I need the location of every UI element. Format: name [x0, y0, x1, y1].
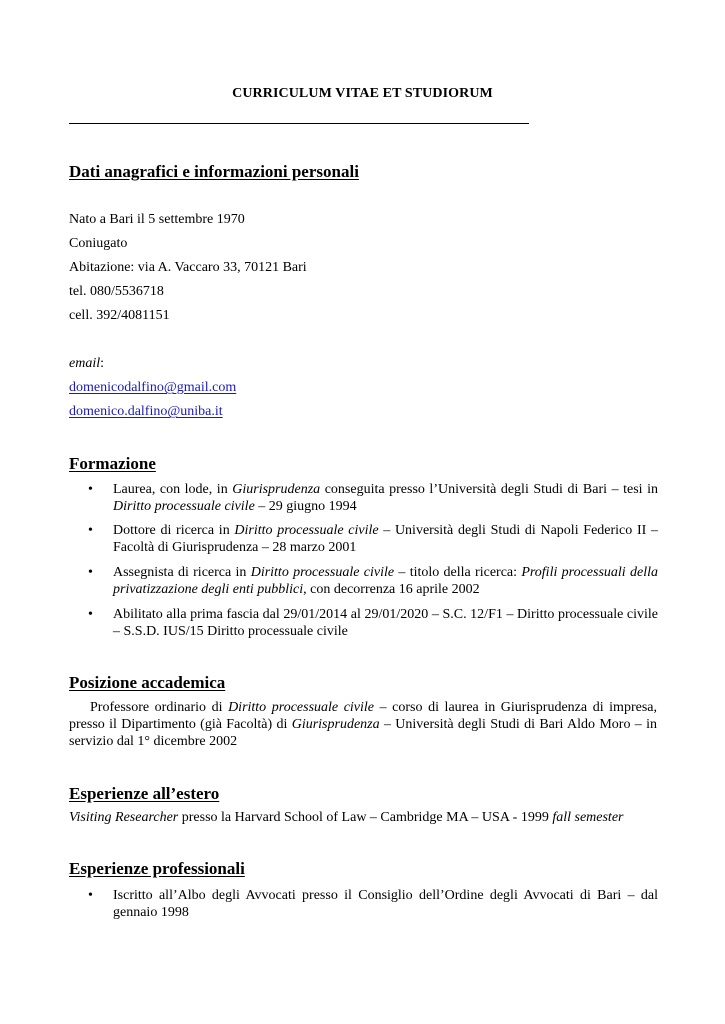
formazione-item-degree [88, 481, 658, 515]
birth-line: Nato a Bari il 5 settembre 1970 [69, 212, 245, 227]
formazione-item-degree-text: Laurea, con lode, in Giurisprudenza conseguita presso l’Università degli Studi di Bari – tesi in Diritto processuale civile – 29 giugno 1994 [113, 482, 658, 514]
section-heading-posizione: Posizione accademica [69, 673, 226, 692]
section-heading-formazione: Formazione [69, 454, 156, 473]
formazione-item-habilitation [88, 606, 658, 640]
email-link-uniba-text[interactable]: domenico.dalfino@uniba.it [69, 404, 223, 419]
address-line: Abitazione: via A. Vaccaro 33, 70121 Bari [69, 260, 307, 275]
formazione-item-phd-text: Dottore di ricerca in Diritto processuale civile – Università degli Studi di Napoli Federico II – Facoltà di Giurisprudenza – 28 marzo 2001 [113, 523, 658, 555]
bullet-icon: • [88, 565, 93, 580]
section-heading-professionali: Esperienze professionali [69, 859, 245, 878]
posizione-paragraph: Professore ordinario di Diritto processuale civile – corso di laurea in Giurisprudenza di impresa, presso il Dipartimento (già Facoltà) di Giurisprudenza – Università degli Studi di Bari Aldo Moro – in servizio dal 1° dicembre 2002 [69, 700, 657, 749]
email-link-gmail[interactable] [69, 380, 236, 396]
email-link-gmail-text[interactable]: domenicodalfino@gmail.com [69, 380, 237, 395]
document-title: CURRICULUM VITAE ET STUDIORUM [232, 86, 493, 101]
estero-line: Visiting Researcher presso la Harvard School of Law – Cambridge MA – USA - 1999 fall semester [69, 810, 624, 825]
email-link-uniba[interactable] [69, 404, 223, 420]
professionali-item-bar-text: Iscritto all’Albo degli Avvocati presso il Consiglio dell’Ordine degli Avvocati di Bari – dal gennaio 1998 [113, 888, 658, 920]
bullet-icon: • [88, 888, 93, 903]
bullet-icon: • [88, 482, 93, 497]
mobile-line: cell. 392/4081151 [69, 308, 170, 323]
email-label-colon: : [100, 356, 104, 371]
formazione-item-phd [88, 522, 658, 556]
bullet-icon: • [88, 607, 93, 622]
phone-line: tel. 080/5536718 [69, 284, 164, 299]
marital-status-line: Coniugato [69, 236, 128, 251]
section-heading-estero: Esperienze all’estero [69, 784, 220, 803]
email-label [69, 356, 104, 372]
section-heading-personal: Dati anagrafici e informazioni personali [69, 162, 359, 181]
email-label-text: email [69, 356, 101, 371]
title-divider [69, 123, 529, 124]
formazione-item-research-grant [88, 564, 658, 598]
formazione-item-research-grant-text: Assegnista di ricerca in Diritto processuale civile – titolo della ricerca: Profili processuali della privatizzazione degli enti pubblici, con decorrenza 16 aprile 2002 [113, 565, 658, 597]
bullet-icon: • [88, 523, 93, 538]
formazione-item-habilitation-text: Abilitato alla prima fascia dal 29/01/2014 al 29/01/2020 – S.C. 12/F1 – Diritto processuale civile – S.S.D. IUS/15 Diritto processuale civile [113, 607, 658, 639]
professionali-item-bar [88, 887, 658, 921]
